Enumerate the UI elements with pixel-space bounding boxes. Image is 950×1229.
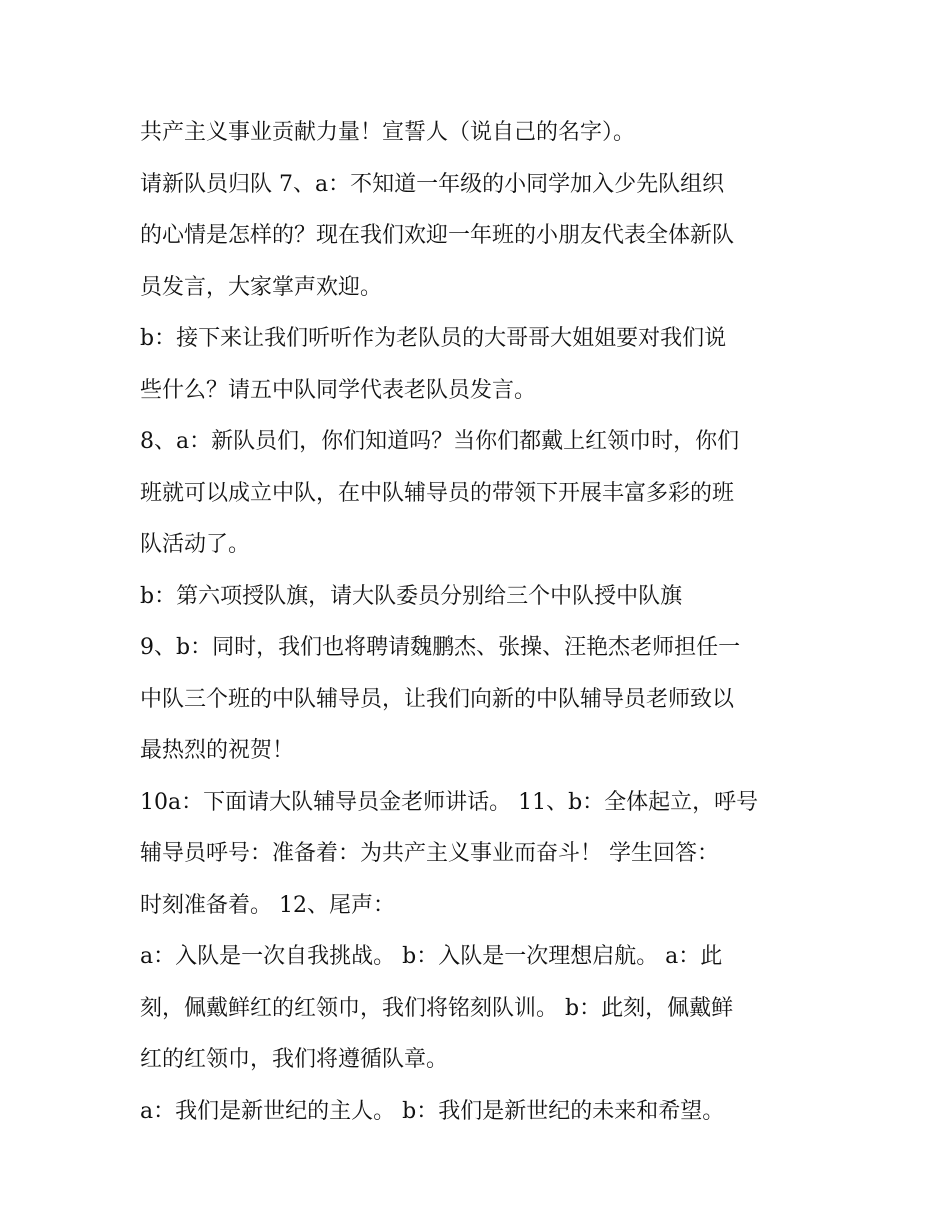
text-line: 班就可以成立中队，在中队辅导员的带领下开展丰富多彩的班: [140, 480, 735, 506]
text-line: 8、a：新队员们，你们知道吗？当你们都戴上红领巾时，你们: [140, 429, 740, 454]
text-line: 中队三个班的中队辅导员，让我们向新的中队辅导员老师致以: [140, 686, 735, 712]
text-line: 些什么？请五中队同学代表老队员发言。: [140, 377, 537, 403]
text-line: b：第六项授队旗，请大队委员分别给三个中队授中队旗: [140, 583, 683, 609]
document-body: [140, 107, 820, 1137]
text-line: a：我们是新世纪的主人。 b：我们是新世纪的未来和希望。: [140, 1098, 725, 1124]
text-line: 红的红领巾，我们将遵循队章。: [140, 1047, 449, 1072]
text-line: 刻，佩戴鲜红的红领巾，我们将铭刻队训。 b：此刻，佩戴鲜: [140, 995, 734, 1021]
text-line: 9、b：同时，我们也将聘请魏鹏杰、张操、汪艳杰老师担任一: [140, 635, 741, 660]
text-line: 请新队员归队 7、a：不知道一年级的小同学加入少先队组织: [140, 171, 725, 197]
text-line: 时刻准备着。 12、尾声：: [140, 892, 395, 918]
text-line: 共产主义事业贡献力量！宣誓人（说自己的名字）。: [140, 120, 636, 145]
text-line: 10a：下面请大队辅导员金老师讲话。 11、b：全体起立，呼号: [140, 789, 759, 815]
text-line: 辅导员呼号：准备着：为共产主义事业而奋斗！ 学生回答：: [140, 841, 719, 866]
text-line: 的心情是怎样的？现在我们欢迎一年班的小朋友代表全体新队: [140, 223, 735, 248]
text-line: 队活动了。: [140, 532, 251, 557]
text-line: b：接下来让我们听听作为老队员的大哥哥大姐姐要对我们说: [140, 326, 727, 351]
text-line: a：入队是一次自我挑战。 b：入队是一次理想启航。 a：此: [140, 944, 723, 969]
text-line: 员发言，大家掌声欢迎。: [140, 274, 383, 300]
text-line: 最热烈的祝贺！: [140, 738, 295, 763]
